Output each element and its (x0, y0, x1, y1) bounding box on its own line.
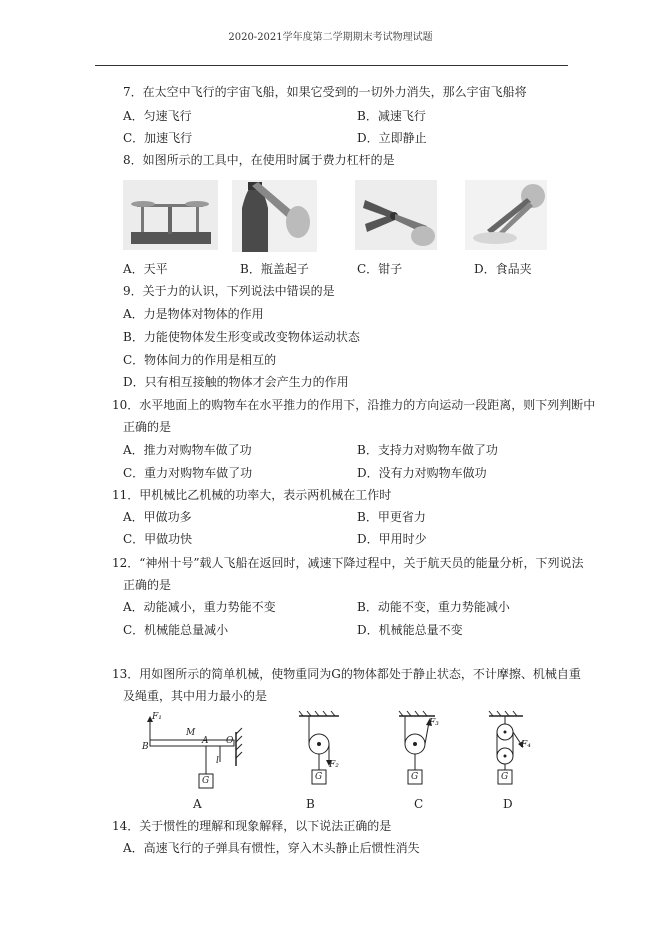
q10-option-a: A．推力对购物车做了功 (123, 443, 252, 457)
label-A: A (202, 736, 209, 746)
fig-label-d: D (503, 797, 513, 811)
label-B: B (142, 742, 149, 752)
q7-stem: 7．在太空中飞行的宇宙飞船，如果它受到的一切外力消失，那么宇宙飞船将 (123, 85, 527, 99)
label-F3: F₃ (429, 718, 439, 728)
q9-option-d: D．只有相互接触的物体才会产生力的作用 (123, 375, 349, 389)
q9-option-c: C．物体间力的作用是相互的 (123, 353, 277, 367)
q11-option-c: C．甲做功快 (123, 532, 193, 546)
q10-option-b: B．支持力对购物车做了功 (357, 443, 498, 457)
q13-stem-line1: 13．用如图所示的简单机械，使物重同为G的物体都处于静止状态，不计摩擦、机械自重 (112, 667, 581, 681)
q8-stem: 8．如图所示的工具中，在使用时属于费力杠杆的是 (123, 153, 395, 167)
lever-diagram (140, 712, 250, 792)
label-M: M (186, 728, 196, 738)
pulley-diagram-c (395, 710, 445, 792)
fig-label-b: B (306, 797, 315, 811)
label-G-a: G (202, 776, 210, 786)
q12-option-a: A．动能减小，重力势能不变 (123, 600, 276, 614)
label-G-b: G (315, 772, 323, 782)
q11-option-a: A．甲做功多 (123, 510, 192, 524)
q7-option-c: C．加速飞行 (123, 131, 193, 145)
q10-option-c: C．重力对购物车做了功 (123, 466, 253, 480)
q11-option-b: B．甲更省力 (357, 510, 426, 524)
label-G-d: G (501, 772, 509, 782)
q12-option-b: B．动能不变，重力势能减小 (357, 600, 510, 614)
label-l: l (216, 756, 219, 766)
header-divider (95, 65, 568, 66)
q9-option-b: B．力能使物体发生形变或改变物体运动状态 (123, 330, 360, 344)
q12-option-d: D．机械能总量不变 (357, 623, 463, 637)
q8-option-c: C．钳子 (357, 262, 403, 276)
q8-option-d: D．食品夹 (474, 262, 532, 276)
label-G-c: G (411, 772, 419, 782)
q14-option-a: A．高速飞行的子弹具有惯性，穿入木头静止后惯性消失 (123, 841, 420, 855)
q8-option-b: B．瓶盖起子 (240, 262, 309, 276)
q10-stem-line2: 正确的是 (123, 420, 172, 434)
q7-option-b: B．减速飞行 (357, 109, 426, 123)
page-header: 2020-2021学年度第二学期期末考试物理试题 (228, 32, 433, 43)
q13-stem-line2: 及绳重，其中用力最小的是 (123, 689, 268, 703)
q7-option-d: D．立即静止 (357, 131, 427, 145)
fig-label-c: C (414, 797, 424, 811)
fig-label-a: A (193, 797, 202, 811)
q12-stem-line1: 12．“神州十号”载人飞船在返回时，减速下降过程中，关于航天员的能量分析，下列说法 (112, 556, 584, 570)
q7-option-a: A．匀速飞行 (123, 109, 192, 123)
pliers-photo (355, 180, 437, 250)
q12-option-c: C．机械能总量减小 (123, 623, 229, 637)
label-F4: F₄ (521, 740, 531, 750)
q8-option-a: A．天平 (123, 262, 168, 276)
q10-stem-line1: 10．水平地面上的购物车在水平推力的作用下，沿推力的方向运动一段距离，则下列判断中 (112, 398, 596, 412)
balance-scale-photo (123, 180, 218, 250)
q12-stem-line2: 正确的是 (123, 578, 172, 592)
label-F2: F₂ (329, 760, 339, 770)
q9-stem: 9．关于力的认识，下列说法中错误的是 (123, 284, 335, 298)
label-F1: F₁ (152, 712, 162, 722)
q9-option-a: A．力是物体对物体的作用 (123, 307, 264, 321)
q14-stem: 14．关于惯性的理解和现象解释，以下说法正确的是 (112, 819, 392, 833)
pulley-block-diagram-d (485, 710, 535, 792)
q11-option-d: D．甲用时少 (357, 532, 427, 546)
movable-pulley-diagram-b (295, 710, 345, 792)
q10-option-d: D．没有力对购物车做功 (357, 466, 487, 480)
label-O: O (226, 736, 234, 746)
food-tongs-photo (465, 180, 547, 250)
bottle-opener-photo (232, 180, 317, 252)
q11-stem: 11．甲机械比乙机械的功率大，表示两机械在工作时 (112, 488, 392, 502)
